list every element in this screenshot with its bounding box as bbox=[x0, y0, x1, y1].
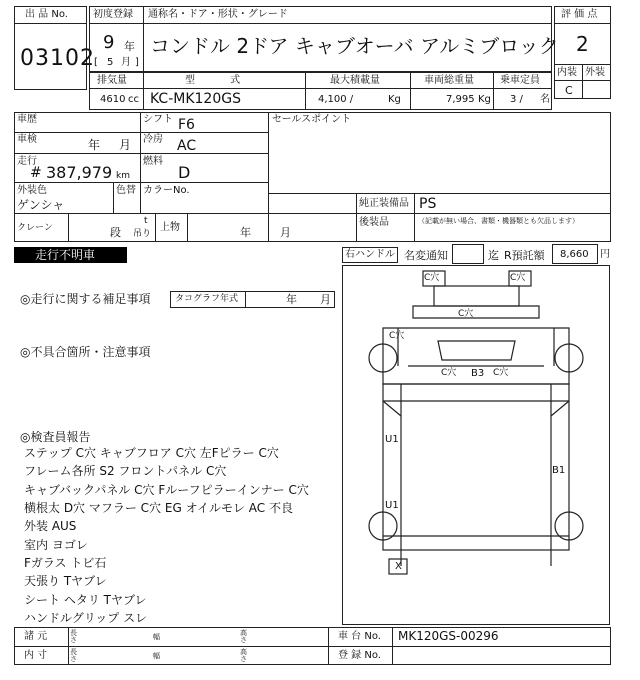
inspector-line: 横根太 D穴 マフラー C穴 EG オイルモレ AC 不良 bbox=[24, 501, 293, 515]
deadline-label: 迄 bbox=[488, 249, 499, 262]
tachograph-month-unit: 月 bbox=[320, 293, 331, 306]
mark-roof-right: C穴 bbox=[510, 273, 526, 283]
inspector-line: 外装 AUS bbox=[24, 519, 77, 533]
max-load-label: 最大積載量 bbox=[330, 75, 380, 86]
steering-value: 右ハンドル bbox=[345, 249, 395, 260]
first-registration-label: 初度登録 bbox=[93, 9, 133, 20]
color-change-label: 色替 bbox=[116, 185, 136, 196]
mark-rear-left: X bbox=[395, 561, 402, 572]
shift-label: シフト bbox=[143, 114, 173, 125]
mark-cab-top: C穴 bbox=[458, 309, 474, 319]
crane-label: クレーン bbox=[17, 223, 53, 233]
displacement-value: 4610 bbox=[100, 94, 126, 105]
mileage-prefix: # bbox=[30, 165, 42, 181]
interior-grade-label: 内装 bbox=[557, 67, 577, 78]
lot-number-label: 出 品 No. bbox=[25, 9, 68, 20]
crane-load-unit: t bbox=[144, 216, 148, 226]
mileage-status-text: 走行不明車 bbox=[35, 248, 96, 262]
interior-width-label: 幅 bbox=[153, 652, 160, 660]
crane-load-suffix: 吊り bbox=[133, 229, 152, 239]
capacity-value: 3 / bbox=[510, 94, 523, 105]
lot-number: 03102 bbox=[20, 46, 95, 71]
month-open-bracket: [ bbox=[94, 57, 98, 68]
inspector-line: フレーム各所 S2 フロントパネル C穴 bbox=[24, 464, 227, 478]
fuel-value: D bbox=[178, 163, 191, 182]
inspection-year-unit: 年 bbox=[88, 138, 101, 152]
grade-value: 2 bbox=[576, 32, 589, 56]
truck-outline bbox=[343, 266, 609, 624]
exterior-grade-label: 外装 bbox=[585, 67, 605, 78]
first-registration-month-unit: 月 bbox=[121, 57, 131, 68]
inspector-line: Fガラス トビ石 bbox=[24, 556, 107, 570]
dims-height-label: 高さ bbox=[240, 629, 247, 644]
tachograph-label: タコグラフ年式 bbox=[175, 294, 239, 304]
ac-value: AC bbox=[177, 138, 197, 154]
gross-weight-label: 車両総重量 bbox=[424, 75, 474, 86]
mark-side-left-upper: U1 bbox=[385, 434, 399, 445]
interior-length-label: 長さ bbox=[70, 648, 77, 663]
selling-points-label: セールスポイント bbox=[272, 114, 352, 125]
upper-year-unit: 年 bbox=[240, 226, 251, 239]
registration-label: 登 録 No. bbox=[338, 650, 381, 661]
ac-label: 冷房 bbox=[143, 134, 163, 145]
history-label: 車歴 bbox=[17, 114, 37, 125]
genuine-equipment-value: PS bbox=[419, 196, 437, 212]
mark-side-left-lower: U1 bbox=[385, 500, 399, 511]
name-change-label: 名変通知 bbox=[404, 249, 448, 262]
grade-label: 評 価 点 bbox=[561, 9, 598, 20]
name-change-box bbox=[452, 244, 484, 264]
upper-month-unit: 月 bbox=[280, 226, 291, 239]
gross-weight-unit: Kg bbox=[478, 94, 491, 105]
defects-label: ◎不具合箇所・注意事項 bbox=[20, 345, 151, 359]
interior-dims-label: 内 寸 bbox=[24, 650, 48, 661]
mark-cab-bottom-left: C穴 bbox=[441, 368, 457, 378]
upper-body-label: 上物 bbox=[160, 222, 180, 233]
inspector-line: シート ヘタリ Tヤブレ bbox=[24, 593, 147, 607]
chassis-number: MK120GS-00296 bbox=[398, 629, 499, 643]
shift-value: F6 bbox=[178, 117, 195, 133]
inspection-label: 車検 bbox=[17, 134, 37, 145]
chassis-label: 車 台 No. bbox=[338, 631, 381, 642]
aftermarket-label: 後装品 bbox=[359, 217, 389, 228]
model-label: 型 式 bbox=[185, 75, 257, 86]
color-label: 外装色 bbox=[17, 185, 47, 196]
dims-label: 諸 元 bbox=[24, 631, 48, 642]
mileage-label: 走行 bbox=[17, 156, 37, 167]
mark-side-right: B1 bbox=[552, 465, 566, 476]
model-value: KC-MK120GS bbox=[150, 91, 241, 107]
displacement-unit: cc bbox=[128, 94, 139, 105]
mark-roof-left: C穴 bbox=[424, 273, 440, 283]
color-code-label: カラーNo. bbox=[143, 185, 190, 196]
max-load-value: 4,100 / bbox=[318, 94, 354, 105]
gross-weight-value: 7,995 bbox=[446, 94, 475, 105]
supplement-label: ◎走行に関する補足事項 bbox=[20, 292, 151, 306]
mark-cab-center: B3 bbox=[471, 368, 485, 379]
mark-cab-bottom-right: C穴 bbox=[493, 368, 509, 378]
max-load-unit: Kg bbox=[388, 94, 401, 105]
damage-diagram bbox=[342, 265, 610, 625]
inspector-line: 室内 ヨゴレ bbox=[24, 538, 88, 552]
recycle-amount: 8,660 bbox=[560, 249, 589, 260]
fuel-label: 燃料 bbox=[143, 156, 163, 167]
displacement-label: 排気量 bbox=[97, 75, 127, 86]
tachograph-year-unit: 年 bbox=[286, 293, 297, 306]
month-close-bracket: ] bbox=[135, 57, 139, 68]
inspector-line: ハンドルグリップ スレ bbox=[24, 611, 148, 625]
interior-height-label: 高さ bbox=[240, 648, 247, 663]
mark-cab-left: C穴 bbox=[389, 331, 405, 341]
first-registration-year-unit: 年 bbox=[124, 40, 135, 53]
first-registration-month: 5 bbox=[107, 57, 114, 68]
recycle-label: R預託額 bbox=[504, 249, 545, 262]
inspection-month-unit: 月 bbox=[119, 138, 132, 152]
first-registration-year: 9 bbox=[103, 32, 115, 53]
mileage-value: 387,979 bbox=[46, 163, 113, 182]
dims-width-label: 幅 bbox=[153, 633, 160, 641]
color-value: ゲンシャ bbox=[17, 198, 65, 212]
capacity-label: 乗車定員 bbox=[500, 75, 540, 86]
capacity-unit: 名 bbox=[540, 94, 550, 105]
dims-length-label: 長さ bbox=[70, 629, 77, 644]
aftermarket-note: （記載が無い場合、書類・機器類とも欠品します） bbox=[418, 217, 579, 225]
mileage-unit: km bbox=[116, 171, 130, 181]
inspector-line: 天張り Tヤブレ bbox=[24, 574, 107, 588]
crane-stage-unit: 段 bbox=[110, 226, 121, 239]
interior-grade-value: C bbox=[565, 84, 573, 97]
inspector-line: ステップ C穴 キャブフロア C穴 左Fピラー C穴 bbox=[24, 446, 279, 460]
genuine-equipment-label: 純正装備品 bbox=[359, 198, 409, 209]
recycle-unit: 円 bbox=[600, 249, 610, 260]
vehicle-name: コンドル 2ドア キャブオーバ アルミブロック bbox=[150, 34, 559, 58]
inspector-line: キャブバックパネル C穴 Fルーフピラーインナー C穴 bbox=[24, 483, 309, 497]
vehicle-name-label: 通称名・ドア・形状・グレード bbox=[148, 9, 288, 20]
inspector-label: ◎検査員報告 bbox=[20, 430, 91, 444]
